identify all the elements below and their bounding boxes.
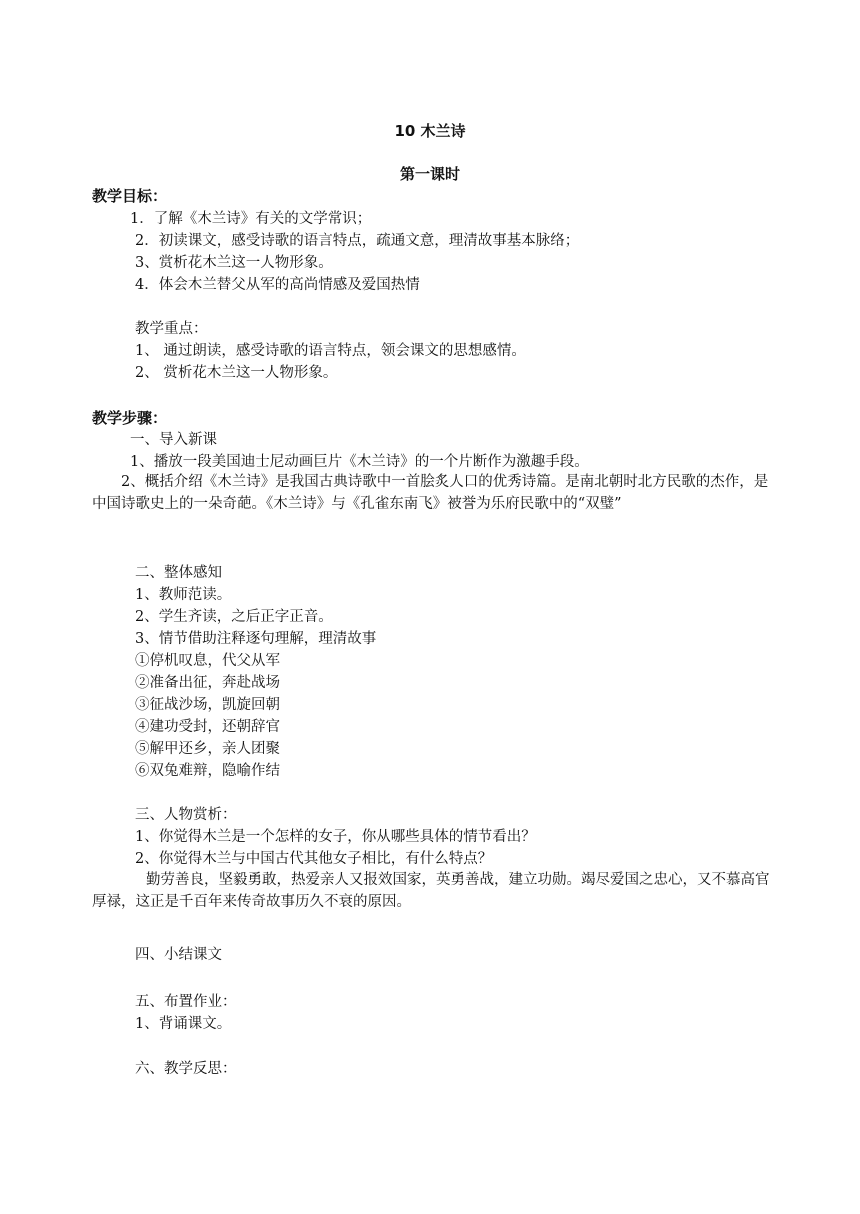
perception-item: ④建功受封，还朝辞官: [135, 719, 280, 735]
objectives-heading: 教学目标：: [92, 187, 168, 205]
step-title-perception: 二、整体感知: [135, 565, 222, 581]
step-title-homework: 五、布置作业：: [135, 994, 237, 1010]
perception-item: ③征战沙场，凯旋回朝: [135, 697, 280, 713]
step-title-intro: 一、导入新课: [130, 432, 217, 448]
step-title-summary: 四、小结课文: [135, 947, 222, 963]
perception-item: ⑥双兔难辩，隐喻作结: [135, 763, 280, 779]
character-question: 2、你觉得木兰与中国古代其他女子相比，有什么特点？: [135, 851, 493, 867]
perception-item: ②准备出征，奔赴战场: [135, 675, 280, 691]
objective-item: 3、赏析花木兰这一人物形象。: [135, 255, 333, 271]
perception-item: 3、情节借助注释逐句理解，理清故事: [135, 631, 377, 647]
intro-paragraph-text: 2、概括介绍《木兰诗》是我国古典诗歌中一首脍炙人口的优秀诗篇。是南北朝时北方民歌的杰作，是中国诗歌史上的一朵奇葩。《木兰诗》与《孔雀东南飞》被誉为乐府民歌中的“双璧”: [92, 474, 769, 512]
key-points-heading: 教学重点：: [135, 321, 208, 337]
objective-item: 2．初读课文，感受诗歌的语言特点，疏通文意，理清故事基本脉络；: [135, 233, 580, 249]
perception-item: ⑤解甲还乡，亲人团聚: [135, 741, 280, 757]
intro-item: 1、播放一段美国迪士尼动画巨片《木兰诗》的一个片断作为激趣手段。: [130, 454, 589, 470]
perception-item: ①停机叹息，代父从军: [135, 653, 280, 669]
key-point-item: 1、 通过朗读，感受诗歌的语言特点，领会课文的思想感情。: [135, 343, 526, 359]
lesson-subtitle: 第一课时: [399, 165, 460, 183]
step-title-character: 三、人物赏析：: [135, 807, 237, 823]
step-title-reflection: 六、教学反思：: [135, 1061, 237, 1077]
perception-item: 1、教师范读。: [135, 587, 232, 603]
document-title: 10 木兰诗: [394, 122, 466, 140]
perception-item: 2、学生齐读，之后正字正音。: [135, 609, 333, 625]
intro-paragraph: [92, 472, 772, 515]
steps-heading: 教学步骤：: [92, 409, 168, 427]
homework-item: 1、背诵课文。: [135, 1016, 232, 1032]
character-answer-text: 勤劳善良，坚毅勇敢，热爱亲人又报效国家，英勇善战，建立功勋。竭尽爱国之忠心，又不慕高官厚禄，这正是千百年来传奇故事历久不衰的原因。: [92, 872, 770, 910]
key-point-item: 2、 赏析花木兰这一人物形象。: [135, 365, 338, 381]
character-question: 1、你觉得木兰是一个怎样的女子，你从哪些具体的情节看出？: [135, 829, 536, 845]
character-answer: [92, 870, 772, 913]
objective-item: 1．了解《木兰诗》有关的文学常识；: [130, 211, 372, 227]
objective-item: 4．体会木兰替父从军的高尚情感及爱国热情: [135, 277, 420, 293]
